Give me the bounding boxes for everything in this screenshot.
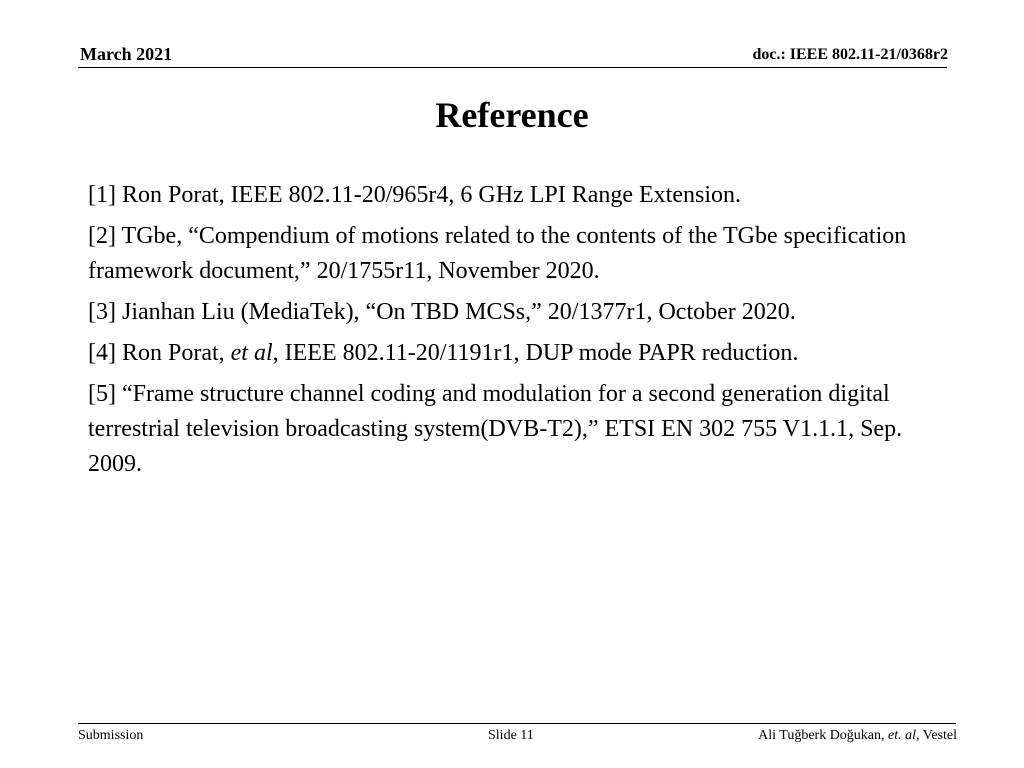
reference-list	[88, 178, 958, 488]
reference-item-1: [1] Ron Porat, IEEE 802.11-20/965r4, 6 GHz LPI Range Extension.	[88, 182, 742, 208]
footer-divider	[78, 723, 956, 724]
footer-author-italic: et. al	[888, 728, 917, 743]
reference-item-2: [2] TGbe, “Compendium of motions related to the contents of the TGbe specification framework document,” 20/1755r11, November 2020.	[88, 223, 907, 284]
reference-item-3: [3] Jianhan Liu (MediaTek), “On TBD MCSs,” 20/1377r1, October 2020.	[88, 299, 796, 325]
footer-author-name: Ali Tuğberk Doğukan,	[758, 728, 889, 743]
reference-item-4-lead: [4] Ron Porat,	[88, 340, 231, 366]
header-date: March 2021	[80, 44, 173, 64]
reference-item-5: [5] “Frame structure channel coding and modulation for a second generation digital terrestrial television broadcasting system(DVB-T2),” ETSI EN 302 755 V1.1.1, Sep. 2009.	[88, 381, 903, 477]
header-divider	[78, 67, 947, 68]
footer-submission: Submission	[78, 728, 144, 743]
footer-author-org: , Vestel	[916, 728, 957, 743]
reference-item-4-italic: et al	[230, 340, 273, 366]
reference-item-4-tail: , IEEE 802.11-20/1191r1, DUP mode PAPR reduction.	[272, 340, 799, 366]
slide-title: Reference	[435, 95, 589, 135]
reference-item-4	[88, 336, 958, 371]
header-doc-id: doc.: IEEE 802.11-21/0368r2	[752, 46, 948, 63]
footer-author	[758, 728, 957, 744]
footer-slide-number: Slide 11	[488, 728, 534, 743]
